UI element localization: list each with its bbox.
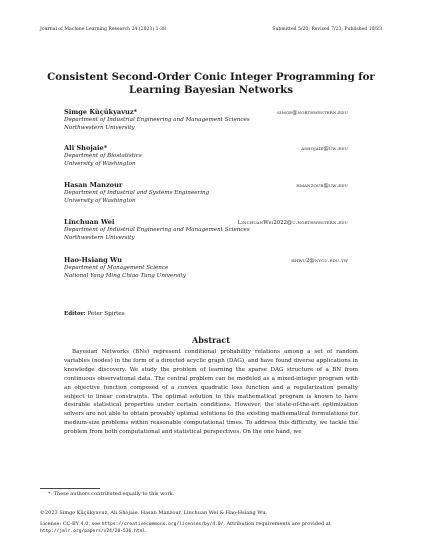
author-department: Department of Industrial Engineering and Management Sciences — [64, 117, 250, 123]
author-email: ashojaie@uw.edu — [301, 146, 348, 152]
footnote-rule — [40, 488, 100, 489]
author-name: Simge Küçükyavuz* — [64, 108, 138, 116]
author-department: Department of Industrial and Systems Engineering — [64, 190, 210, 196]
abstract-text: Bayesian Networks (BNs) represent conditional probability relations among a set of random variables (nodes) in the form of a directed acyclic graph (DAG), and have found diverse applications in knowledge discovery. We study the problem of learning the sparse DAG structure of a BN from continuous observational data. The central problem can be modeled as a mixed-integer program with an objective function composed of a convex quadratic loss function and a regularization penalty subject to linear constraints. The optimal solution to this mathematical program is known to have desirable statistical properties under certain conditions. However, the state-of-the-art optimization solvers are not able to obtain provably optimal solutions to the existing mathematical formulations for medium-size problems within reasonable computational times. To address this difficulty, we tackle the problem from both computational and statistical perspectives. On the one hand, we — [64, 349, 358, 436]
author-block — [64, 181, 348, 205]
author-institution: National Yang Ming Chiao Tung University — [64, 273, 186, 279]
author-email: hmanzour@uw.edu — [296, 183, 348, 189]
author-block — [64, 144, 348, 168]
license-url[interactable]: https://creativecommons.org/licenses/by/4.0/ — [101, 522, 224, 527]
author-institution: Northwestern University — [64, 125, 135, 131]
abstract-heading: Abstract — [192, 335, 230, 345]
license-line — [40, 521, 382, 535]
license-prefix: License: CC-BY 4.0, see — [40, 521, 101, 527]
title-line-1: Consistent Second-Order Conic Integer Programming for — [47, 71, 375, 83]
footnote: *. These authors contributed equally to this work. — [48, 491, 175, 497]
paper-url[interactable]: http://jmlr.org/papers/v24/20-536.html — [40, 529, 146, 534]
author-block — [64, 108, 348, 132]
journal-citation: Journal of Machine Learning Research 24 (2023) 1-38 — [40, 27, 166, 32]
submission-dates: Submitted 5/20; Revised 7/23; Published 10/23 — [272, 27, 382, 32]
author-name: Hasan Manzour — [64, 181, 123, 189]
author-name: Linchuan Wei — [64, 218, 115, 226]
author-department: Department of Industrial Engineering and Management Sciences — [64, 227, 250, 233]
author-email: simge@northwestern.edu — [277, 110, 348, 116]
author-email: LinchuanWei2022@u.northwestern.edu — [237, 220, 348, 226]
author-name: Hao-Hsiang Wu — [64, 256, 122, 264]
title-line-2: Learning Bayesian Networks — [129, 84, 293, 96]
license-suffix: . — [145, 528, 147, 534]
author-email: hhwu2@nycu.edu.tw — [291, 258, 348, 264]
author-block — [64, 218, 348, 242]
editor-line — [64, 311, 125, 317]
paper-title — [40, 71, 382, 97]
author-institution: Northwestern University — [64, 235, 135, 241]
license-middle: . Attribution requirements are provided at — [223, 521, 331, 527]
author-department: Department of Management Science — [64, 265, 169, 271]
author-department: Department of Biostatistics — [64, 153, 142, 159]
editor-name: Peter Spirtes — [87, 311, 125, 317]
author-institution: University of Washington — [64, 161, 136, 167]
author-name: Ali Shojaie* — [64, 144, 108, 152]
author-block — [64, 256, 348, 280]
editor-label: Editor: — [64, 311, 86, 317]
copyright-line: ©2023 Simge Küçükyavuz, Ali Shojaie, Hasan Manzour, Linchuan Wei & Hao-Hsiang Wu. — [40, 510, 268, 516]
running-header — [40, 27, 382, 32]
author-institution: University of Washington — [64, 198, 136, 204]
